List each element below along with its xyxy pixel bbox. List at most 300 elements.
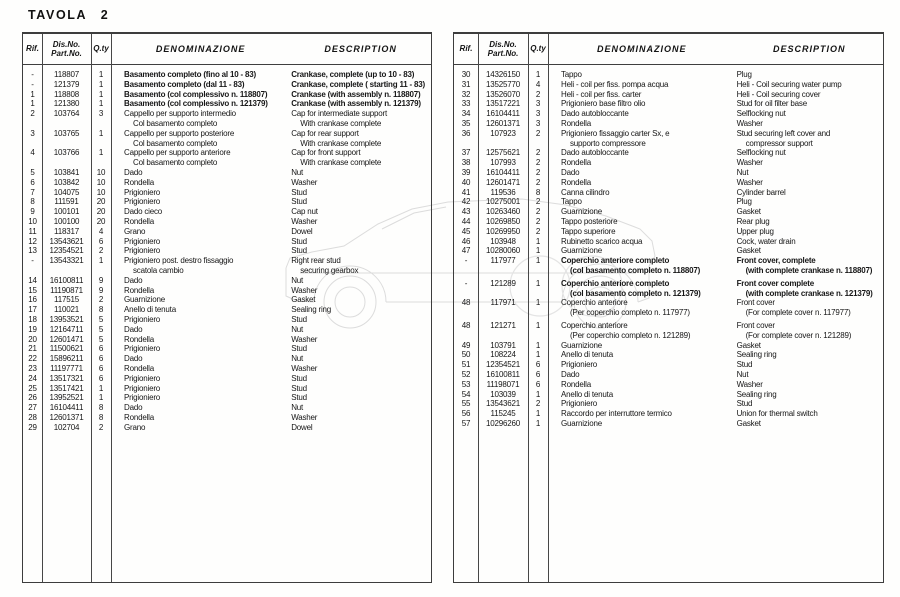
row-ref: 48 bbox=[461, 298, 471, 308]
row-description bbox=[736, 399, 883, 409]
row-qty: 2 bbox=[535, 167, 541, 177]
table-row bbox=[454, 109, 883, 119]
denomination-line: Prigioniero bbox=[561, 360, 598, 370]
row-main bbox=[548, 370, 883, 380]
row-denomination bbox=[548, 390, 736, 400]
denomination-line: Prigioniero bbox=[124, 393, 161, 403]
row-part-number: 12354521 bbox=[486, 360, 520, 370]
row-denomination bbox=[548, 227, 736, 237]
row-ref: 10 bbox=[28, 216, 37, 226]
description-line: Gasket bbox=[736, 246, 761, 256]
row-part-number: 103039 bbox=[490, 389, 516, 399]
row-description bbox=[736, 178, 883, 188]
row-description bbox=[290, 90, 431, 100]
description-line: securing gearbox bbox=[300, 265, 359, 275]
row-qty: 2 bbox=[98, 246, 104, 256]
description-line: Cap for intermediate support bbox=[291, 109, 387, 119]
row-description bbox=[290, 413, 431, 423]
row-ref: 50 bbox=[461, 350, 471, 360]
row-qty: 4 bbox=[98, 226, 104, 236]
row-main bbox=[111, 217, 431, 227]
row-main bbox=[548, 409, 883, 419]
row-ref: 25 bbox=[28, 383, 37, 393]
row-part-number: 117977 bbox=[490, 256, 516, 266]
row-ref: 29 bbox=[28, 422, 37, 432]
row-main bbox=[548, 419, 883, 429]
row-main bbox=[111, 286, 431, 296]
row-part-number: 121289 bbox=[490, 278, 516, 288]
row-denomination bbox=[111, 178, 290, 188]
row-ref: 18 bbox=[28, 314, 37, 324]
row-ref: 36 bbox=[461, 128, 471, 138]
denomination-line: Basamento completo (fino al 10 - 83) bbox=[124, 70, 256, 79]
row-description bbox=[290, 305, 431, 315]
row-qty: 1 bbox=[98, 128, 104, 138]
table-row bbox=[23, 374, 431, 384]
row-ref: 43 bbox=[461, 207, 471, 217]
row-denomination bbox=[548, 370, 736, 380]
row-main bbox=[548, 350, 883, 360]
row-denomination bbox=[548, 188, 736, 198]
row-denomination bbox=[111, 295, 290, 305]
table-row bbox=[454, 158, 883, 168]
denomination-line: Cappello per supporto posteriore bbox=[124, 128, 235, 138]
row-qty: 1 bbox=[98, 99, 104, 109]
row-main bbox=[548, 168, 883, 178]
description-line: Stud bbox=[736, 360, 753, 370]
row-description bbox=[736, 207, 883, 217]
row-ref: - bbox=[464, 256, 468, 266]
row-denomination bbox=[111, 335, 290, 345]
row-part-number: 11500621 bbox=[49, 344, 84, 354]
row-part-number: 13543621 bbox=[49, 236, 84, 246]
description-line: Stud bbox=[291, 187, 307, 197]
row-main bbox=[111, 384, 431, 394]
row-part-number: 118807 bbox=[54, 70, 79, 79]
row-denomination bbox=[111, 227, 290, 237]
row-qty: 6 bbox=[98, 236, 104, 246]
description-line: Cap nut bbox=[291, 207, 318, 217]
row-main bbox=[548, 227, 883, 237]
row-qty: 2 bbox=[535, 177, 541, 187]
row-description bbox=[290, 129, 431, 149]
row-qty: 4 bbox=[535, 79, 541, 89]
row-main bbox=[111, 227, 431, 237]
row-part-number: 12164711 bbox=[49, 324, 84, 334]
row-description bbox=[290, 315, 431, 325]
header-rif: Rif. bbox=[459, 44, 473, 54]
description-line: Stud bbox=[291, 344, 307, 354]
table-row bbox=[23, 354, 431, 364]
row-qty: 2 bbox=[535, 158, 541, 168]
row-main bbox=[111, 207, 431, 217]
row-denomination bbox=[111, 315, 290, 325]
row-part-number: 100101 bbox=[53, 207, 80, 217]
row-part-number: 117971 bbox=[490, 298, 516, 308]
row-qty: 3 bbox=[535, 109, 541, 119]
row-ref: 45 bbox=[461, 226, 471, 236]
row-description bbox=[736, 197, 883, 207]
row-main bbox=[548, 341, 883, 351]
row-description bbox=[736, 246, 883, 256]
row-main bbox=[111, 364, 431, 374]
denomination-line: Dado autobloccante bbox=[561, 109, 629, 119]
denomination-line: Cappello per supporto anteriore bbox=[124, 148, 231, 158]
row-description bbox=[736, 419, 883, 429]
row-part-number: 13526070 bbox=[486, 89, 520, 99]
row-ref: - bbox=[31, 256, 34, 266]
table-row bbox=[454, 419, 883, 429]
row-description bbox=[290, 423, 431, 433]
row-part-number: 12601371 bbox=[49, 412, 84, 422]
row-ref: 38 bbox=[461, 158, 471, 168]
row-main bbox=[111, 99, 431, 109]
row-part-number: 13543621 bbox=[486, 399, 520, 409]
denomination-line: (Per coperchio completo n. 117977) bbox=[570, 308, 690, 318]
row-description bbox=[736, 227, 883, 237]
table-row bbox=[454, 246, 883, 256]
table-row bbox=[454, 197, 883, 207]
row-description bbox=[736, 119, 883, 129]
row-description bbox=[736, 321, 883, 341]
description-line: Nut bbox=[291, 403, 304, 413]
table-row bbox=[454, 237, 883, 247]
row-main bbox=[111, 80, 431, 90]
table-body bbox=[454, 65, 883, 582]
row-main bbox=[111, 237, 431, 247]
row-denomination bbox=[111, 364, 290, 374]
description-line: Heli - Coil securing cover bbox=[736, 89, 821, 99]
row-denomination bbox=[548, 360, 736, 370]
denomination-line: Dado bbox=[124, 324, 143, 334]
row-description bbox=[290, 256, 431, 276]
table-row bbox=[23, 80, 431, 90]
row-description bbox=[736, 360, 883, 370]
description-line: (with complete crankase n. 118807) bbox=[745, 265, 873, 275]
table-row bbox=[23, 246, 431, 256]
description-line: Washer bbox=[291, 216, 318, 226]
denomination-line: Tappo bbox=[561, 197, 582, 207]
description-line: With crankase complete bbox=[300, 138, 382, 148]
header-part-number: Dis.No. Part.No. bbox=[487, 39, 519, 58]
row-main bbox=[111, 325, 431, 335]
table-row bbox=[23, 217, 431, 227]
row-denomination bbox=[111, 80, 290, 90]
row-qty: 1 bbox=[535, 278, 541, 288]
description-line: Cock, water drain bbox=[736, 236, 796, 246]
row-main bbox=[548, 390, 883, 400]
row-main bbox=[111, 109, 431, 129]
denomination-line: Prigioniero fissaggio carter Sx, e bbox=[561, 128, 670, 138]
description-line: Crankase, complete (up to 10 - 83) bbox=[291, 70, 415, 79]
row-ref: 51 bbox=[461, 360, 471, 370]
row-denomination bbox=[111, 325, 290, 335]
row-part-number: 13517321 bbox=[49, 373, 84, 383]
denomination-line: Prigioniero post. destro fissaggio bbox=[124, 256, 234, 266]
description-line: Cylinder barrel bbox=[736, 187, 786, 197]
row-ref: - bbox=[31, 79, 34, 89]
row-description bbox=[290, 99, 431, 109]
row-main bbox=[111, 90, 431, 100]
row-denomination bbox=[111, 423, 290, 433]
row-denomination bbox=[111, 237, 290, 247]
table-row bbox=[23, 168, 431, 178]
denomination-line: Anello di tenuta bbox=[561, 389, 613, 399]
row-qty: 2 bbox=[98, 422, 104, 432]
table-row bbox=[454, 399, 883, 409]
description-line: Stud bbox=[291, 246, 307, 256]
description-line: Sealing ring bbox=[736, 350, 777, 360]
row-part-number: 10263460 bbox=[486, 207, 520, 217]
row-ref: 11 bbox=[28, 226, 37, 236]
row-part-number: 12601471 bbox=[486, 177, 520, 187]
row-qty: 1 bbox=[535, 350, 541, 360]
description-line: Washer bbox=[291, 412, 318, 422]
row-description bbox=[736, 237, 883, 247]
row-description bbox=[736, 298, 883, 318]
table-row bbox=[23, 178, 431, 188]
denomination-line: Anello di tenuta bbox=[561, 350, 613, 360]
row-description bbox=[290, 207, 431, 217]
description-line: Washer bbox=[291, 363, 318, 373]
row-qty: 6 bbox=[535, 360, 541, 370]
description-line: Washer bbox=[736, 177, 763, 187]
table-row bbox=[454, 178, 883, 188]
description-line: Gasket bbox=[736, 418, 761, 428]
table-row bbox=[454, 279, 883, 299]
row-qty: 8 bbox=[535, 187, 541, 197]
description-line: Stud bbox=[291, 197, 307, 207]
row-denomination bbox=[548, 129, 736, 149]
row-description bbox=[290, 364, 431, 374]
denomination-line: Rubinetto scarico acqua bbox=[561, 236, 643, 246]
row-denomination bbox=[548, 178, 736, 188]
description-line: (For complete cover n. 117977) bbox=[745, 308, 851, 318]
row-description bbox=[290, 237, 431, 247]
description-line: Sealing ring bbox=[736, 389, 777, 399]
table-row bbox=[23, 276, 431, 286]
row-description bbox=[290, 227, 431, 237]
row-ref: 44 bbox=[461, 216, 471, 226]
denomination-line: Dado bbox=[561, 167, 580, 177]
row-qty: 2 bbox=[98, 295, 104, 305]
description-line: Washer bbox=[291, 285, 318, 295]
denomination-line: Guarnizione bbox=[124, 295, 165, 305]
description-line: Rear plug bbox=[736, 216, 770, 226]
row-main bbox=[111, 168, 431, 178]
description-line: Plug bbox=[736, 197, 752, 207]
header-qty: Q.ty bbox=[93, 44, 109, 54]
header-names bbox=[111, 34, 431, 64]
row-main bbox=[548, 279, 883, 299]
row-denomination bbox=[111, 374, 290, 384]
row-qty: 20 bbox=[96, 207, 106, 217]
row-ref: 21 bbox=[28, 344, 37, 354]
row-qty: 5 bbox=[98, 324, 104, 334]
table-row bbox=[454, 370, 883, 380]
denomination-line: Prigioniero bbox=[124, 246, 161, 256]
row-main bbox=[548, 70, 883, 80]
row-qty: 1 bbox=[98, 383, 104, 393]
denomination-line: Guarnizione bbox=[561, 418, 602, 428]
description-line: Washer bbox=[736, 118, 763, 128]
denomination-line: Coperchio anteriore bbox=[561, 298, 628, 308]
denomination-line: Rondella bbox=[124, 216, 154, 226]
row-qty: 2 bbox=[535, 216, 541, 226]
row-part-number: 103948 bbox=[490, 236, 516, 246]
row-ref: 7 bbox=[30, 187, 35, 197]
description-line: Selflocking nut bbox=[736, 148, 786, 158]
row-qty: 2 bbox=[535, 89, 541, 99]
denomination-line: Heli - coil per fiss. carter bbox=[561, 89, 642, 99]
table-row bbox=[23, 237, 431, 247]
description-line: With crankase complete bbox=[300, 158, 382, 168]
table-row bbox=[23, 70, 431, 80]
description-line: Stud securing left cover and bbox=[736, 128, 831, 138]
row-qty: 8 bbox=[98, 412, 104, 422]
row-ref: 19 bbox=[28, 324, 37, 334]
row-main bbox=[548, 256, 883, 276]
table-row bbox=[23, 207, 431, 217]
row-qty: 5 bbox=[98, 334, 104, 344]
table-row bbox=[454, 99, 883, 109]
row-denomination bbox=[548, 90, 736, 100]
row-ref: 1 bbox=[30, 89, 35, 99]
row-part-number: 102704 bbox=[53, 422, 80, 432]
row-denomination bbox=[548, 197, 736, 207]
description-line: Washer bbox=[736, 379, 763, 389]
row-description bbox=[736, 279, 883, 299]
row-denomination bbox=[111, 384, 290, 394]
row-ref: 34 bbox=[461, 109, 471, 119]
row-qty: 2 bbox=[535, 128, 541, 138]
row-description bbox=[736, 70, 883, 80]
denomination-line: Col basamento completo bbox=[133, 138, 218, 148]
row-ref: - bbox=[31, 70, 34, 79]
column-divider bbox=[478, 34, 479, 582]
row-denomination bbox=[111, 197, 290, 207]
row-part-number: 10269850 bbox=[486, 216, 520, 226]
row-qty: 2 bbox=[535, 399, 541, 409]
row-ref: 6 bbox=[30, 177, 35, 187]
row-part-number: 11198071 bbox=[486, 379, 520, 389]
row-qty: 10 bbox=[96, 187, 106, 197]
header-qty: Q.ty bbox=[530, 44, 546, 54]
denomination-line: scatola cambio bbox=[133, 265, 184, 275]
table-row bbox=[23, 403, 431, 413]
row-description bbox=[736, 256, 883, 276]
table-row bbox=[454, 341, 883, 351]
table-row bbox=[23, 227, 431, 237]
row-description bbox=[290, 384, 431, 394]
table-row bbox=[23, 295, 431, 305]
description-line: Union for thermal switch bbox=[736, 409, 818, 419]
row-part-number: 13952521 bbox=[49, 393, 84, 403]
row-ref: 3 bbox=[30, 128, 35, 138]
row-description bbox=[290, 80, 431, 90]
row-ref: 35 bbox=[461, 118, 471, 128]
row-description bbox=[290, 188, 431, 198]
table-row bbox=[23, 325, 431, 335]
description-line: Nut bbox=[291, 324, 304, 334]
table-row bbox=[454, 80, 883, 90]
row-part-number: 12575621 bbox=[486, 148, 520, 158]
row-ref: 16 bbox=[28, 295, 37, 305]
row-main bbox=[111, 148, 431, 168]
row-ref: 49 bbox=[461, 340, 471, 350]
row-ref: 4 bbox=[30, 148, 35, 158]
row-part-number: 10269950 bbox=[486, 226, 520, 236]
denomination-line: Dado autobloccante bbox=[561, 148, 629, 158]
row-part-number: 103841 bbox=[53, 167, 80, 177]
description-line: (with complete crankase n. 121379) bbox=[745, 288, 873, 298]
row-description bbox=[736, 380, 883, 390]
row-denomination bbox=[548, 158, 736, 168]
denomination-line: Rondella bbox=[124, 363, 154, 373]
table-row bbox=[23, 99, 431, 109]
denomination-line: Raccordo per interruttore termico bbox=[561, 409, 672, 419]
row-qty: 1 bbox=[98, 256, 104, 266]
row-description bbox=[736, 370, 883, 380]
row-main bbox=[111, 188, 431, 198]
denomination-line: (Per coperchio completo n. 121289) bbox=[570, 330, 691, 340]
description-line: Front cover bbox=[736, 320, 775, 330]
row-denomination bbox=[111, 99, 290, 109]
row-description bbox=[736, 409, 883, 419]
description-line: Stud for oil filter base bbox=[736, 99, 807, 109]
row-description bbox=[736, 217, 883, 227]
row-denomination bbox=[548, 148, 736, 158]
row-description bbox=[290, 335, 431, 345]
table-row bbox=[23, 393, 431, 403]
description-line: Right rear stud bbox=[291, 256, 341, 266]
row-denomination bbox=[111, 276, 290, 286]
denomination-line: Cappello per supporto intermedio bbox=[124, 109, 236, 119]
description-line: Gasket bbox=[736, 340, 761, 350]
row-denomination bbox=[111, 148, 290, 168]
denomination-line: Rondella bbox=[561, 379, 591, 389]
denomination-line: Dado bbox=[124, 354, 143, 364]
row-part-number: 119536 bbox=[490, 187, 516, 197]
row-qty: 1 bbox=[98, 393, 104, 403]
row-denomination bbox=[548, 119, 736, 129]
row-ref: 42 bbox=[461, 197, 471, 207]
row-part-number: 103766 bbox=[53, 148, 80, 158]
row-denomination bbox=[548, 419, 736, 429]
row-part-number: 16100811 bbox=[49, 275, 84, 285]
row-main bbox=[548, 217, 883, 227]
row-main bbox=[111, 305, 431, 315]
row-denomination bbox=[548, 298, 736, 318]
row-main bbox=[548, 178, 883, 188]
row-qty: 6 bbox=[98, 354, 104, 364]
row-main bbox=[111, 423, 431, 433]
row-qty: 1 bbox=[535, 409, 541, 419]
row-qty: 6 bbox=[98, 344, 104, 354]
row-main bbox=[111, 70, 431, 80]
row-main bbox=[111, 276, 431, 286]
row-description bbox=[736, 341, 883, 351]
row-qty: 1 bbox=[535, 298, 541, 308]
description-line: Stud bbox=[291, 383, 307, 393]
table-header bbox=[23, 34, 431, 65]
table-row bbox=[454, 119, 883, 129]
description-line: Crankase (with assembly n. 118807) bbox=[291, 89, 421, 99]
denomination-line: Dado cieco bbox=[124, 207, 163, 217]
header-rif: Rif. bbox=[26, 44, 39, 54]
row-denomination bbox=[548, 256, 736, 276]
table-row bbox=[23, 305, 431, 315]
